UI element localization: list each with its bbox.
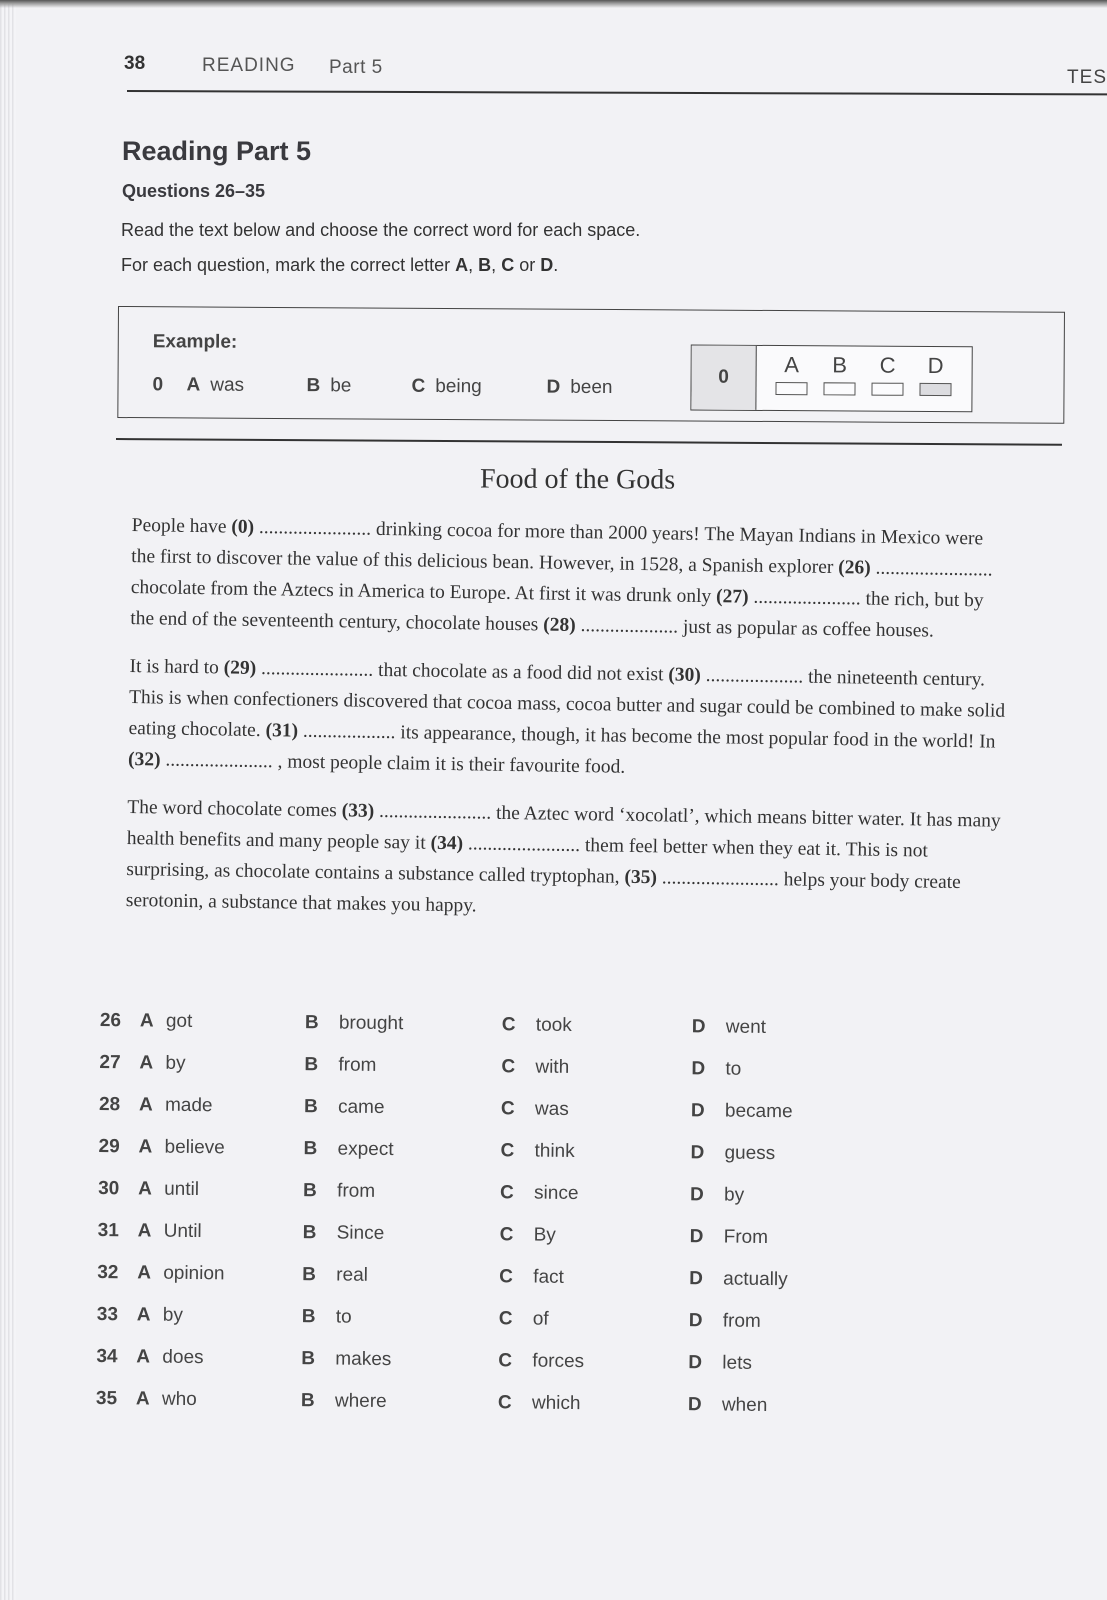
option-letter: B <box>303 1096 318 1118</box>
gap-number: (30) <box>668 664 702 686</box>
option-word: with <box>535 1056 570 1078</box>
gap-number: (35) <box>624 866 658 889</box>
option-a[interactable] <box>139 1094 213 1117</box>
option-b[interactable] <box>302 1264 368 1287</box>
option-word: actually <box>723 1268 788 1291</box>
passage-text-run: .................... the nineteenth century. This is when confectioners discovered that cocoa mass, cocoa butter and sugar could be combined to make solid eating chocolate. <box>128 664 1006 742</box>
scan-shadow <box>0 0 1107 8</box>
letter-c: C <box>501 255 515 275</box>
answer-bubble-a[interactable] <box>773 352 809 395</box>
gap-number: (34) <box>430 832 464 855</box>
option-word: From <box>723 1226 769 1249</box>
answer-box[interactable] <box>775 382 807 395</box>
option-a[interactable] <box>137 1304 183 1326</box>
option-word: took <box>535 1014 572 1036</box>
example-number: 0 <box>152 374 164 396</box>
option-letter: C <box>411 375 426 397</box>
option-letter: B <box>300 1390 315 1412</box>
option-b[interactable] <box>303 1180 375 1203</box>
option-word: since <box>533 1182 579 1205</box>
option-letter: C <box>499 1224 514 1246</box>
option-word: been <box>570 376 613 399</box>
option-letter: A <box>138 1178 152 1200</box>
option-d[interactable] <box>690 1226 769 1249</box>
letter-b: B <box>478 255 492 275</box>
option-letter: A <box>137 1262 152 1284</box>
gap-number: (28) <box>543 614 576 636</box>
grid-letter: B <box>832 352 848 378</box>
task-title: Reading Part 5 <box>122 136 312 166</box>
option-word: which <box>531 1392 581 1415</box>
example-box <box>117 306 1065 424</box>
option-word: from <box>722 1310 761 1332</box>
option-a[interactable] <box>140 1010 193 1033</box>
question-number: 30 <box>98 1177 120 1200</box>
option-letter: B <box>302 1222 317 1244</box>
separator: , <box>468 255 479 275</box>
option-word: Since <box>336 1222 385 1244</box>
passage-text-run: ................... its appearance, though, it has become the most popular food in the world! In <box>297 720 996 753</box>
option-word: was <box>210 374 245 396</box>
question-number: 28 <box>98 1093 121 1116</box>
gap-number: (33) <box>341 800 375 822</box>
option-c[interactable] <box>498 1392 581 1415</box>
option-letter: A <box>138 1136 153 1158</box>
option-word: went <box>725 1016 767 1038</box>
option-word: brought <box>338 1012 404 1035</box>
answer-bubble-c[interactable] <box>869 353 905 396</box>
option-letter: C <box>501 1014 516 1036</box>
question-row-35 <box>96 1388 836 1438</box>
answer-grid <box>690 344 972 412</box>
passage-text-run: It is hard to <box>129 655 224 679</box>
gap-number: (26) <box>838 557 871 579</box>
test-label: TES <box>1067 67 1107 88</box>
passage-text-run: ....................... drinking cocoa for more than 2000 years! The Mayan Indians in Mexico were the first to discover the value of this delicious bean. However, in 1528, a Spanish explorer <box>131 516 984 579</box>
option-letter: C <box>499 1266 514 1288</box>
separator: or <box>514 255 541 275</box>
part-name: Part 5 <box>329 57 383 78</box>
option-word: where <box>334 1390 387 1413</box>
option-letter: A <box>139 1052 154 1074</box>
section-name: READING <box>202 55 296 76</box>
option-d[interactable] <box>689 1268 788 1291</box>
option-b[interactable] <box>303 1222 385 1245</box>
option-c[interactable] <box>501 1056 569 1079</box>
example-option-d <box>546 377 612 399</box>
option-word: to <box>335 1306 352 1328</box>
passage-paragraph <box>126 792 1008 930</box>
option-letter: C <box>498 1308 513 1330</box>
header-rule <box>127 90 1107 95</box>
option-letter: A <box>136 1346 151 1368</box>
option-letter: A <box>138 1094 153 1116</box>
example-option-a <box>186 374 244 396</box>
option-word: think <box>534 1140 575 1162</box>
option-letter: C <box>500 1098 515 1120</box>
option-letter: D <box>688 1352 703 1374</box>
answer-options-table <box>96 1010 840 1438</box>
option-word: by <box>162 1304 183 1326</box>
question-number: 35 <box>95 1387 118 1410</box>
passage-text-run: ....................... them feel better when they eat it. This is not surprising, as chocolate contains a substance called tryptophan, <box>126 833 929 888</box>
questions-range: Questions 26–35 <box>122 181 266 201</box>
option-word: came <box>337 1096 385 1118</box>
example-label: Example: <box>152 331 238 353</box>
option-a[interactable] <box>136 1388 197 1411</box>
option-word: forces <box>532 1350 585 1373</box>
question-number: 26 <box>99 1010 122 1032</box>
option-b[interactable] <box>304 1054 376 1077</box>
option-word: lets <box>722 1352 753 1374</box>
instruction-end: . <box>553 255 559 275</box>
option-word: became <box>724 1100 793 1123</box>
option-a[interactable] <box>138 1220 202 1243</box>
option-letter: B <box>304 1012 319 1034</box>
question-number: 29 <box>98 1135 120 1158</box>
option-letter: D <box>546 376 561 398</box>
option-letter: A <box>136 1304 151 1326</box>
option-letter: A <box>137 1220 152 1242</box>
option-b[interactable] <box>301 1390 387 1413</box>
option-d[interactable] <box>689 1310 761 1333</box>
option-letter: B <box>303 1180 317 1202</box>
gap-number: (0) <box>231 516 255 538</box>
question-number: 34 <box>96 1345 118 1368</box>
option-word: expect <box>337 1138 394 1161</box>
gap-number: (27) <box>715 586 749 608</box>
option-word: by <box>723 1184 745 1206</box>
option-letter: D <box>689 1226 704 1248</box>
option-letter: D <box>691 1058 706 1080</box>
option-word: when <box>721 1394 768 1417</box>
option-letter: D <box>689 1184 704 1206</box>
option-word: be <box>330 375 352 397</box>
option-letter: B <box>303 1138 318 1160</box>
instruction-2 <box>121 255 558 276</box>
option-word: fact <box>533 1266 564 1288</box>
section-divider <box>116 438 1062 445</box>
option-word: does <box>162 1346 204 1369</box>
option-word: by <box>165 1052 186 1074</box>
passage-text <box>125 510 1012 947</box>
option-word: to <box>725 1058 742 1080</box>
option-c[interactable] <box>500 1140 574 1163</box>
option-c[interactable] <box>500 1182 579 1205</box>
question-number: 27 <box>99 1051 121 1074</box>
option-b[interactable] <box>301 1348 391 1371</box>
option-c[interactable] <box>500 1224 556 1247</box>
answer-bubble-b[interactable] <box>821 352 857 395</box>
option-word: opinion <box>163 1262 225 1285</box>
example-option-b <box>306 375 351 397</box>
passage-paragraph <box>130 510 1012 648</box>
option-word: being <box>435 375 482 398</box>
grid-letter: D <box>927 352 944 379</box>
option-word: guess <box>724 1142 776 1165</box>
passage-text-run: .................... just as popular as coffee houses. <box>575 614 935 642</box>
option-c[interactable] <box>499 1266 564 1289</box>
question-number: 31 <box>97 1219 119 1242</box>
option-word: By <box>533 1224 556 1246</box>
passage-title: Food of the Gods <box>479 463 676 496</box>
question-number: 33 <box>96 1303 119 1326</box>
option-a[interactable] <box>136 1346 203 1369</box>
option-letter: C <box>500 1140 515 1162</box>
option-word: of <box>532 1308 549 1330</box>
option-letter: B <box>301 1348 316 1370</box>
option-word: makes <box>335 1348 392 1371</box>
option-a[interactable] <box>138 1136 224 1159</box>
option-letter: A <box>139 1010 154 1032</box>
option-c[interactable] <box>498 1350 584 1373</box>
answer-bubble-d[interactable] <box>917 353 953 396</box>
option-b[interactable] <box>303 1138 393 1161</box>
instruction-text: For each question, mark the correct letter <box>121 255 456 275</box>
option-c[interactable] <box>502 1014 572 1037</box>
option-d[interactable] <box>690 1142 775 1165</box>
option-word: believe <box>164 1136 225 1159</box>
passage-text-run: The word chocolate comes <box>127 796 342 822</box>
option-letter: B <box>302 1264 317 1286</box>
option-letter: B <box>304 1054 319 1076</box>
page-number: 38 <box>124 53 146 74</box>
passage-text-run: People have <box>131 514 232 538</box>
option-d[interactable] <box>690 1184 744 1207</box>
option-letter: C <box>497 1392 512 1414</box>
letter-d: D <box>540 255 554 275</box>
option-word: made <box>164 1094 213 1117</box>
option-letter: A <box>135 1388 150 1410</box>
option-letter: D <box>690 1100 705 1122</box>
option-d[interactable] <box>692 1016 766 1039</box>
option-d[interactable] <box>688 1352 752 1375</box>
option-word: from <box>338 1054 377 1076</box>
option-letter: D <box>690 1142 705 1164</box>
separator: , <box>491 255 502 275</box>
option-d[interactable] <box>691 1100 793 1123</box>
option-word: until <box>164 1178 200 1201</box>
passage-text-run: ....................... the Aztec word ‘xocolatl’, which means bitter water. It has many health benefits and many people say it <box>126 800 1001 854</box>
passage-text-run: ...................... the rich, but by the end of the seventeenth century, chocolate houses <box>130 586 984 636</box>
passage-text-run: ........................ chocolate from the Aztecs in America to Europe. At first it was drunk only <box>130 557 993 608</box>
answer-box-selected[interactable] <box>919 383 951 396</box>
option-letter: C <box>498 1350 513 1372</box>
gap-number: (29) <box>223 657 257 679</box>
answer-box[interactable] <box>823 382 855 395</box>
gap-number: (31) <box>265 720 299 742</box>
option-a[interactable] <box>137 1262 225 1285</box>
option-c[interactable] <box>499 1308 549 1331</box>
passage-paragraph <box>128 651 1010 789</box>
option-word: real <box>336 1264 369 1286</box>
option-a[interactable] <box>139 1052 185 1074</box>
option-letter: D <box>691 1016 706 1038</box>
answer-grid-number: 0 <box>691 346 756 410</box>
gap-number: (32) <box>127 748 161 771</box>
option-d[interactable] <box>691 1058 741 1081</box>
grid-letter: C <box>879 352 896 378</box>
option-letter: C <box>501 1056 516 1078</box>
page-stack-edge <box>0 0 16 1600</box>
passage-text-run: ....................... that chocolate as a food did not exist <box>256 657 669 686</box>
option-letter: D <box>688 1310 703 1332</box>
option-letter: A <box>186 374 201 396</box>
grid-letter: A <box>784 352 800 378</box>
option-b[interactable] <box>302 1306 352 1329</box>
option-a[interactable] <box>138 1178 199 1201</box>
option-word: who <box>161 1388 197 1411</box>
option-word: from <box>337 1180 376 1202</box>
option-word: was <box>534 1098 569 1120</box>
question-number: 32 <box>97 1261 119 1284</box>
option-b[interactable] <box>305 1012 404 1035</box>
instruction-1: Read the text below and choose the correct word for each space. <box>121 220 641 240</box>
option-b[interactable] <box>304 1096 385 1119</box>
running-header <box>124 53 1107 88</box>
option-letter: B <box>306 375 321 397</box>
answer-box[interactable] <box>871 383 903 396</box>
letter-a: A <box>455 255 469 275</box>
option-word: got <box>165 1010 193 1032</box>
option-letter: C <box>499 1182 514 1204</box>
passage-text-run: ........................ helps your body create serotonin, a substance that makes you happy. <box>125 867 961 917</box>
option-d[interactable] <box>688 1394 768 1417</box>
passage-text-run: ...................... , most people claim it is their favourite food. <box>160 749 626 778</box>
option-c[interactable] <box>501 1098 569 1121</box>
option-letter: D <box>687 1394 702 1416</box>
option-letter: D <box>689 1268 704 1290</box>
option-word: Until <box>163 1220 202 1243</box>
option-letter: B <box>301 1306 316 1328</box>
example-option-c <box>411 376 481 398</box>
